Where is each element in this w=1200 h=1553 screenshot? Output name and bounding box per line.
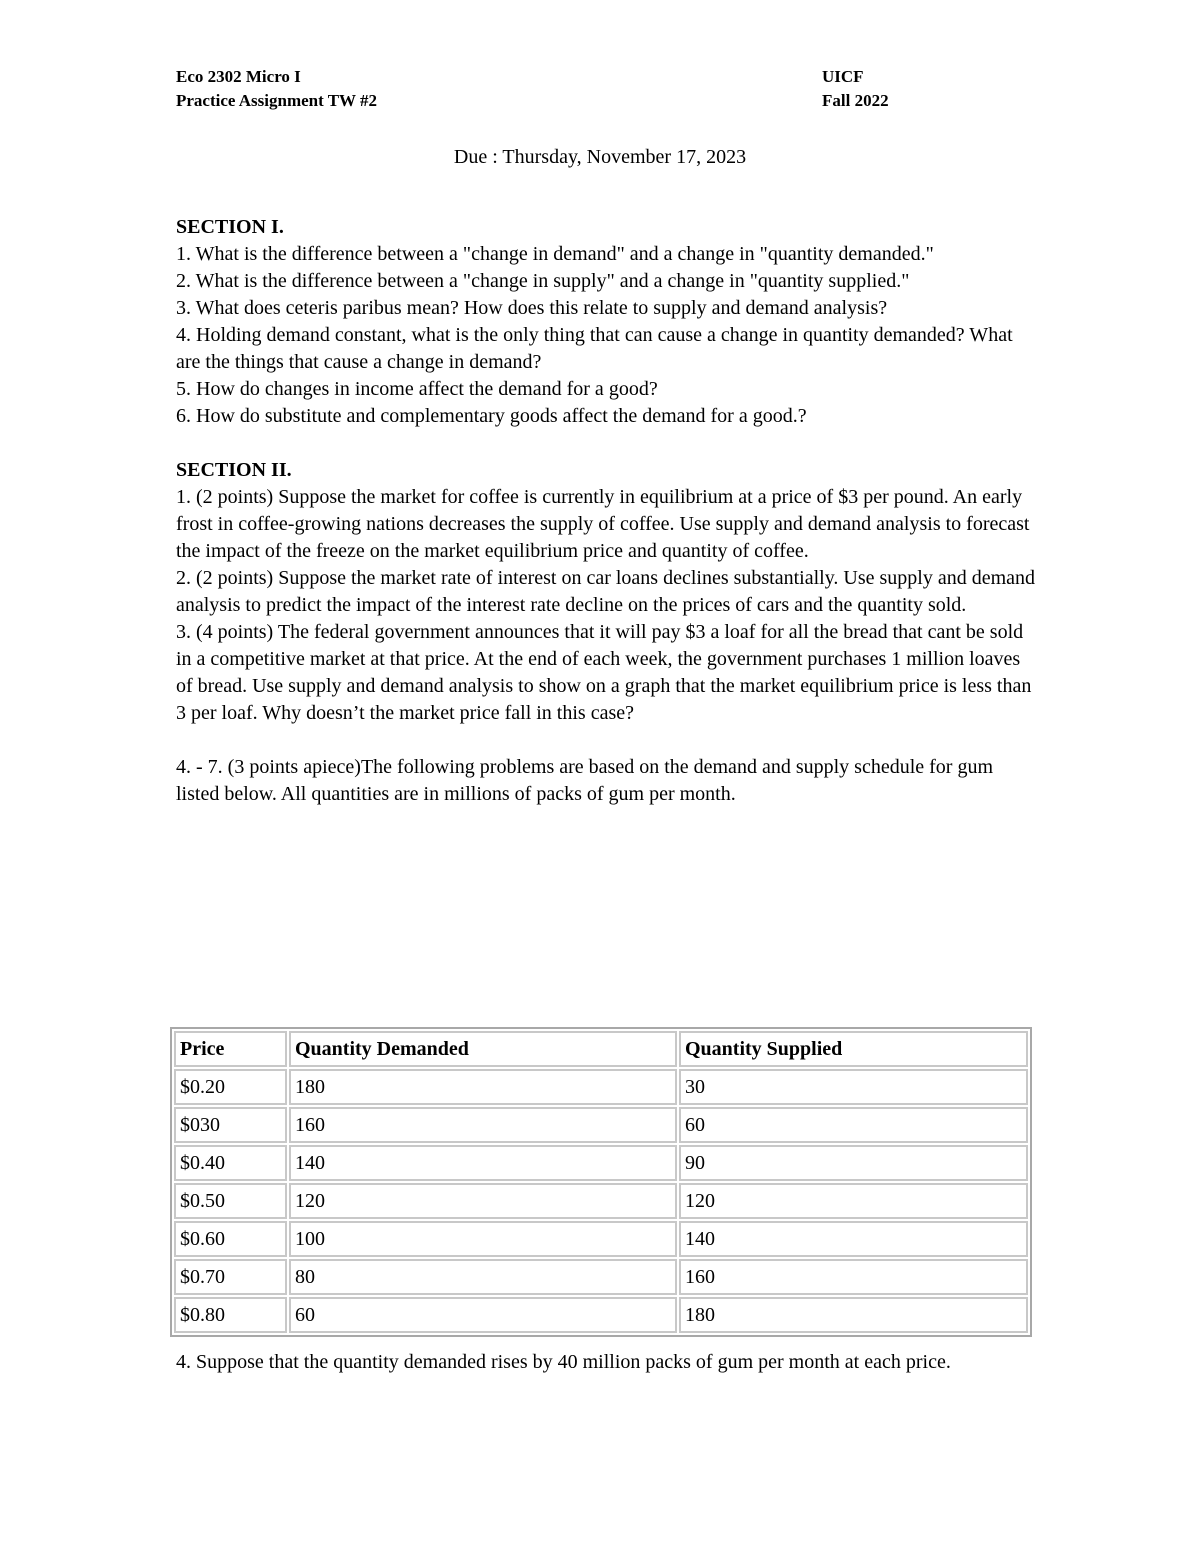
section-1-question: 6. How do substitute and complementary goods affect the demand for a good.? [176,405,807,427]
table-row [174,1259,1028,1295]
table-row [174,1107,1028,1143]
term: Fall 2022 [822,91,889,110]
section-1-question: 5. How do changes in income affect the demand for a good? [176,378,658,400]
column-header-quantity-supplied: Quantity Supplied [679,1031,1028,1067]
column-header-price: Price [174,1031,287,1067]
schedule-intro: 4. - 7. (3 points apiece)The following problems are based on the demand and supply schedule for gum listed below. All quantities are in millions of packs of gum per month. [176,756,994,805]
institution-name: UICF [822,67,864,86]
section-1-question: 4. Holding demand constant, what is the only thing that can cause a change in quantity demanded? What are the things that cause a change in demand? [176,324,1013,373]
quantity-demanded-cell: 80 [289,1259,677,1295]
course-title: Eco 2302 Micro I [176,67,301,86]
column-header-quantity-demanded: Quantity Demanded [289,1031,677,1067]
quantity-demanded-cell: 140 [289,1145,677,1181]
quantity-supplied-cell: 160 [679,1259,1028,1295]
quantity-demanded-cell: 160 [289,1107,677,1143]
table-header-row [174,1031,1028,1067]
price-cell: $0.60 [174,1221,287,1257]
quantity-supplied-cell: 60 [679,1107,1028,1143]
due-date: Due : Thursday, November 17, 2023 [453,146,747,168]
price-cell: $030 [174,1107,287,1143]
section-1-question: 2. What is the difference between a "change in supply" and a change in "quantity supplied." [176,270,910,292]
question-4: 4. Suppose that the quantity demanded rises by 40 million packs of gum per month at each price. [176,1351,951,1373]
quantity-supplied-cell: 90 [679,1145,1028,1181]
assignment-title: Practice Assignment TW #2 [176,91,377,110]
course-header [176,65,377,113]
quantity-demanded-cell: 180 [289,1069,677,1105]
section-2-question: 1. (2 points) Suppose the market for coffee is currently in equilibrium at a price of $3 per pound. An early frost in coffee-growing nations decreases the supply of coffee. Use supply and demand analysis to forecast the impact of the freeze on the market equilibrium price and quantity of coffee. [176,486,1030,562]
document-body [176,214,1036,808]
quantity-demanded-cell: 120 [289,1183,677,1219]
quantity-demanded-cell: 100 [289,1221,677,1257]
table-row [174,1183,1028,1219]
price-cell: $0.50 [174,1183,287,1219]
quantity-demanded-cell: 60 [289,1297,677,1333]
section-1-title: SECTION I. [176,216,284,238]
quantity-supplied-cell: 140 [679,1221,1028,1257]
section-2-question: 3. (4 points) The federal government announces that it will pay $3 a loaf for all the bread that cant be sold in a competitive market at that price. At the end of each week, the government purchases 1 million loaves of bread. Use supply and demand analysis to show on a graph that the market equilibrium price is less than 3 per loaf. Why doesn’t the market price fall in this case? [176,621,1032,724]
price-cell: $0.80 [174,1297,287,1333]
table-row [174,1069,1028,1105]
institution-header [822,65,889,113]
price-cell: $0.40 [174,1145,287,1181]
section-2-question: 2. (2 points) Suppose the market rate of interest on car loans declines substantially. Use supply and demand analysis to predict the impact of the interest rate decline on the prices of cars and the quantity sold. [176,567,1036,616]
table-row [174,1297,1028,1333]
section-2-title: SECTION II. [176,459,292,481]
section-1-question: 1. What is the difference between a "change in demand" and a change in "quantity demanded." [176,243,934,265]
section-1-question: 3. What does ceteris paribus mean? How does this relate to supply and demand analysis? [176,297,888,319]
quantity-supplied-cell: 180 [679,1297,1028,1333]
gum-schedule-table [170,1027,1032,1337]
table-row [174,1145,1028,1181]
price-cell: $0.20 [174,1069,287,1105]
table-row [174,1221,1028,1257]
price-cell: $0.70 [174,1259,287,1295]
quantity-supplied-cell: 120 [679,1183,1028,1219]
quantity-supplied-cell: 30 [679,1069,1028,1105]
